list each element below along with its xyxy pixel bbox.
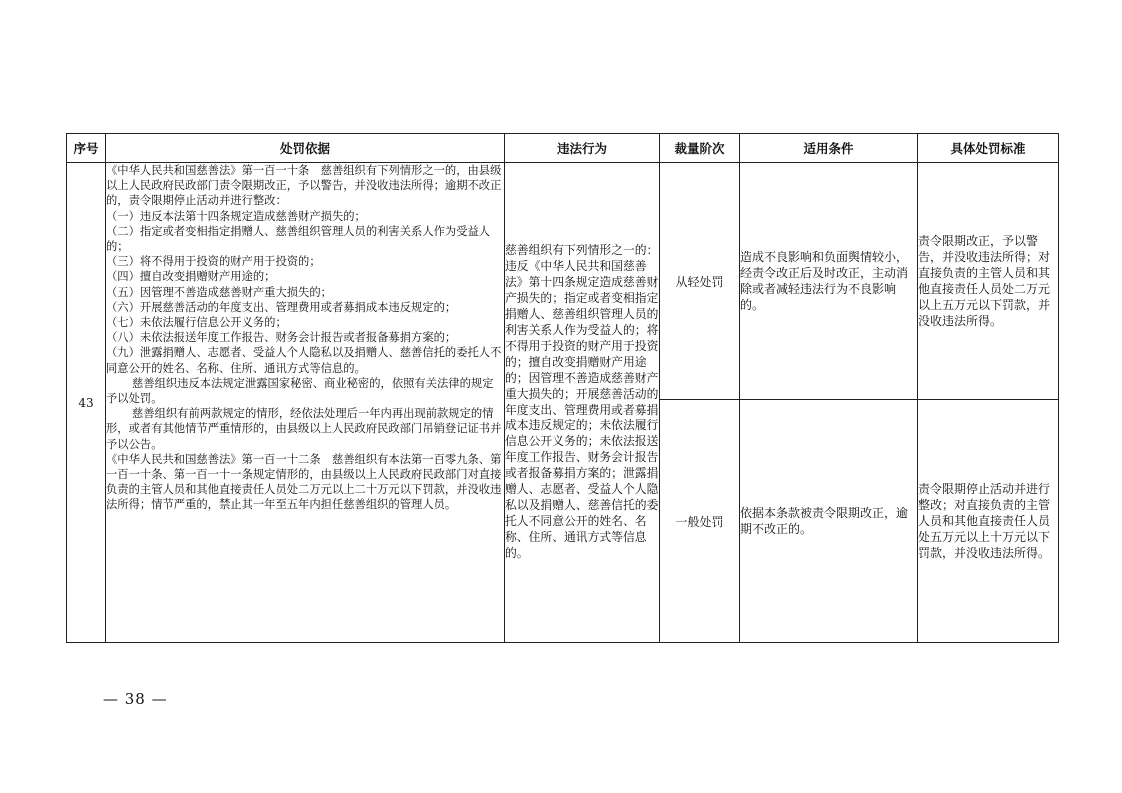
table-header-row: [67, 134, 1059, 163]
basis-paragraph: （一）违反本法第十四条规定造成慈善财产损失的；: [106, 209, 366, 223]
violation-cell: 慈善组织有下列情形之一的：违反《中华人民共和国慈善法》第十四条规定造成慈善财产损失的；指定或者变相指定捐赠人、慈善组织管理人员的利害关系人作为受益人的；将不得用于投资的财产用于投资的；擅自改变捐赠财产用途的；因管理不善造成慈善财产重大损失的；开展慈善活动的年度支出、管理费用或者募捐成本违反规定的；未依法履行信息公开义务的；未依法报送年度工作报告、财务会计报告或者报备募捐方案的；泄露捐赠人、志愿者、受益人个人隐私以及捐赠人、慈善信托的委托人不同意公开的姓名、名称、住所、通讯方式等信息的。: [505, 163, 660, 643]
basis-paragraph: （四）擅自改变捐赠财产用途的；: [106, 270, 276, 284]
table-row: [67, 163, 1059, 400]
condition-cell: 依据本条款被责令限期改正，逾期不改正的。: [740, 400, 918, 643]
header-basis: 处罚依据: [106, 134, 505, 163]
level-cell: 一般处罚: [660, 400, 740, 643]
basis-paragraph: 《中华人民共和国慈善法》第一百一十二条 慈善组织有本法第一百零九条、第一百一十条、第一百一十一条规定情形的，由县级以上人民政府民政部门对直接负责的主管人员和其他直接责任人员处二万元以上二十万元以下罚款，并没收违法所得；情节严重的，禁止其一年至五年内担任慈善组织的管理人员。: [106, 452, 502, 512]
penalty-table: [66, 133, 1059, 643]
basis-paragraph: （五）因管理不善造成慈善财产重大损失的；: [106, 285, 332, 299]
header-violation: 违法行为: [505, 134, 660, 163]
standard-cell: 责令限期停止活动并进行整改；对直接负责的主管人员和其他直接责任人员处五万元以上十万元以下罚款，并没收违法所得。: [918, 400, 1059, 643]
basis-paragraph: 《中华人民共和国慈善法》第一百一十条 慈善组织有下列情形之一的，由县级以上人民政府民政部门责令限期改正，予以警告，并没收违法所得；逾期不改正的，责令限期停止活动并进行整改：: [106, 164, 502, 208]
page-number: — 38 —: [103, 690, 168, 708]
header-condition: 适用条件: [740, 134, 918, 163]
basis-paragraph: 慈善组织违反本法规定泄露国家秘密、商业秘密的，依照有关法律的规定予以处罚。: [106, 376, 494, 406]
seq-cell: 43: [67, 163, 106, 643]
basis-paragraph: （九）泄露捐赠人、志愿者、受益人个人隐私以及捐赠人、慈善信托的委托人不同意公开的姓名、名称、住所、通讯方式等信息的。: [106, 346, 502, 375]
basis-paragraph: （二）指定或者变相指定捐赠人、慈善组织管理人员的利害关系人作为受益人的；: [106, 224, 491, 254]
basis-cell: [106, 163, 505, 643]
basis-paragraph: （七）未依法履行信息公开义务的；: [106, 316, 287, 330]
header-standard: 具体处罚标准: [918, 134, 1059, 163]
standard-cell: 责令限期改正，予以警告，并没收违法所得；对直接负责的主管人员和其他直接责任人员处二万元以上五万元以下罚款，并没收违法所得。: [918, 163, 1059, 400]
header-seq: 序号: [67, 134, 106, 163]
basis-paragraph: （三）将不得用于投资的财产用于投资的；: [106, 255, 321, 269]
basis-paragraph: （八）未依法报送年度工作报告、财务会计报告或者报备募捐方案的；: [106, 331, 457, 345]
basis-paragraph: 慈善组织有前两款规定的情形，经依法处理后一年内再出现前款规定的情形，或者有其他情节严重情形的，由县级以上人民政府民政部门吊销登记证书并予以公告。: [106, 407, 502, 451]
condition-cell: 造成不良影响和负面舆情较小，经责令改正后及时改正，主动消除或者减轻违法行为不良影响的。: [740, 163, 918, 400]
basis-paragraph: （六）开展慈善活动的年度支出、管理费用或者募捐成本违反规定的；: [106, 300, 457, 314]
header-level: 裁量阶次: [660, 134, 740, 163]
level-cell: 从轻处罚: [660, 163, 740, 400]
